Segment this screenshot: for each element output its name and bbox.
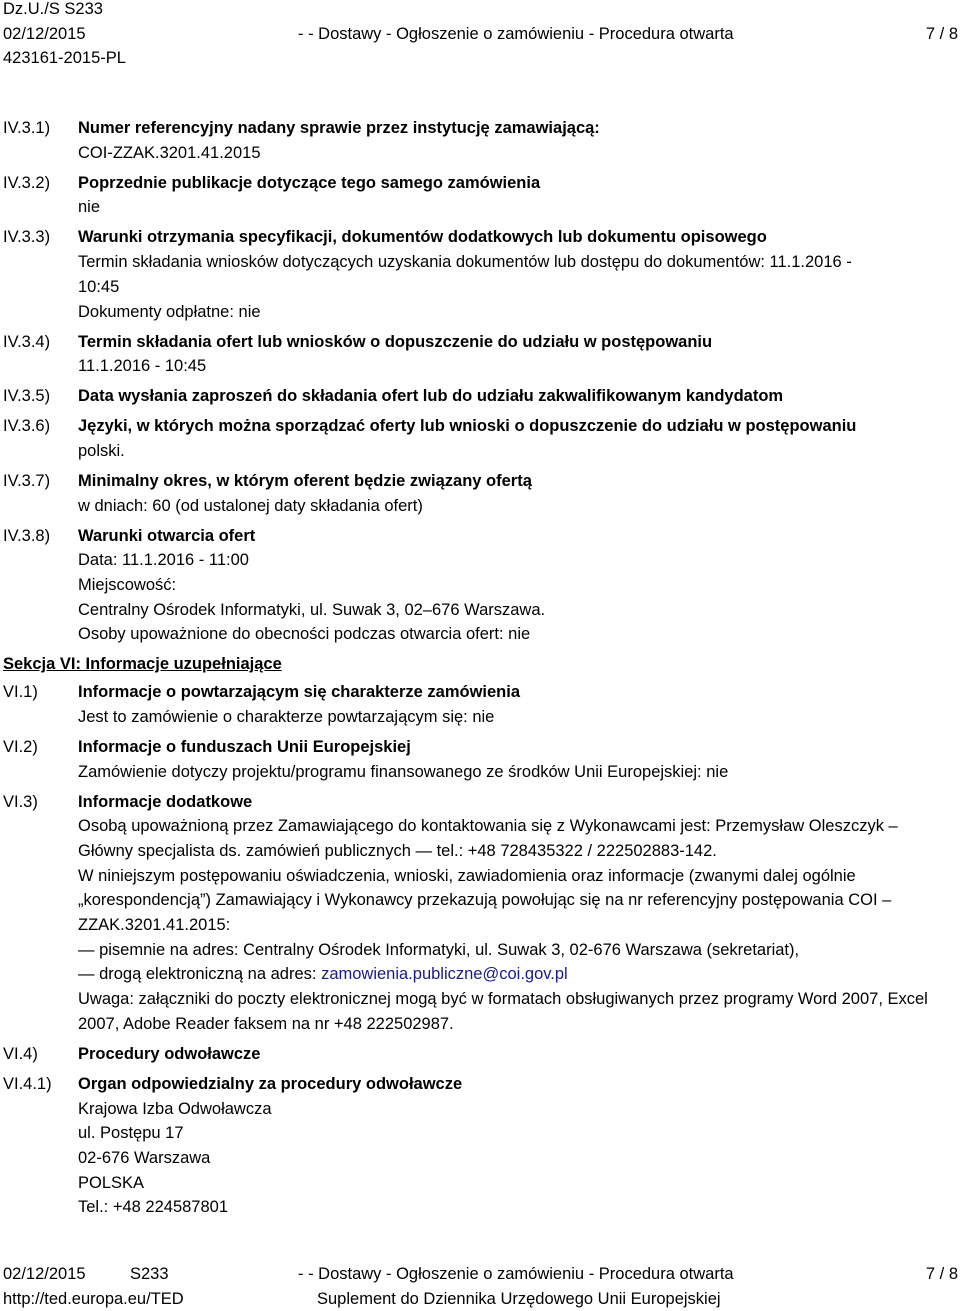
section-title: Informacje dodatkowe — [78, 792, 253, 811]
section-number: VI.1) — [3, 683, 38, 702]
section-title: Informacje o funduszach Unii Europejskiej — [78, 737, 411, 756]
section-vi-heading: Sekcja VI: Informacje uzupełniające — [3, 655, 282, 674]
section-title: Organ odpowiedzialny za procedury odwoławcze — [78, 1074, 463, 1093]
section-iv-3-7 — [0, 469, 960, 518]
organization-name: Krajowa Izba Odwoławcza — [78, 1099, 272, 1118]
section-text: 11.1.2016 - 10:45 — [78, 357, 207, 376]
section-number: VI.4) — [3, 1044, 38, 1063]
section-text: w dniach: 60 (od ustalonej daty składania ofert) — [78, 496, 423, 515]
section-number: IV.3.6) — [3, 417, 51, 436]
section-vi-3 — [0, 790, 960, 1037]
section-number: IV.3.4) — [3, 332, 51, 351]
section-text: Osoby upoważnione do obecności podczas otwarcia ofert: nie — [78, 625, 531, 644]
section-text: 10:45 — [78, 277, 120, 296]
section-title: Informacje o powtarzającym się charakterze zamówienia — [78, 683, 521, 702]
section-text: polski. — [78, 441, 125, 460]
footer-url[interactable]: http://ted.europa.eu/TED — [3, 1289, 184, 1308]
section-text: Miejscowość: — [78, 576, 177, 595]
section-iv-3-1 — [0, 116, 960, 165]
header-page-number: 7 / 8 — [925, 24, 958, 43]
section-title: Numer referencyjny nadany sprawie przez instytucję zamawiającą: — [78, 119, 600, 137]
section-text: Data: 11.1.2016 - 11:00 — [78, 551, 249, 570]
section-number: IV.3.1) — [3, 119, 51, 137]
section-iv-3-3 — [0, 225, 960, 324]
section-title: Poprzednie publikacje dotyczące tego samego zamówienia — [78, 173, 541, 192]
footer-supplement: Suplement do Dziennika Urzędowego Unii Europejskiej — [317, 1289, 721, 1308]
section-title: Termin składania ofert lub wniosków o dopuszczenie do udziału w postępowaniu — [78, 332, 713, 351]
electronic-address-text — [78, 962, 946, 987]
country: POLSKA — [78, 1173, 145, 1192]
page-header — [3, 0, 958, 71]
section-number: IV.3.5) — [3, 387, 51, 406]
header-title: - - Dostawy - Ogłoszenie o zamówieniu - Procedura otwarta — [298, 24, 734, 43]
document-body — [0, 116, 960, 1225]
section-number: VI.2) — [3, 737, 38, 756]
section-text: Centralny Ośrodek Informatyki, ul. Suwak 3, 02–676 Warszawa. — [78, 600, 546, 619]
section-iv-3-4 — [0, 330, 960, 379]
section-number: VI.4.1) — [3, 1074, 52, 1093]
section-number: IV.3.7) — [3, 471, 51, 490]
section-text: Zamówienie dotyczy projektu/programu finansowanego ze środków Unii Europejskiej: nie — [78, 762, 729, 781]
section-number: VI.3) — [3, 792, 38, 811]
footer-issue: S233 — [130, 1265, 169, 1283]
contact-person-text: Osobą upoważnioną przez Zamawiającego do kontaktowania się z Wykonawcami jest: Przemysław Oleszczyk – Główny specjalista ds. zamówień publicznych — tel.: +48 728435322 / 222502883-142. — [78, 817, 898, 860]
postal-address-text: — pisemnie na adres: Centralny Ośrodek Informatyki, ul. Suwak 3, 02-676 Warszawa (sekretariat), — [78, 940, 800, 959]
section-title: Warunki otwarcia ofert — [78, 526, 256, 545]
section-number: IV.3.3) — [3, 228, 51, 247]
section-vi-4-1 — [0, 1072, 960, 1220]
section-vi-2 — [0, 735, 960, 784]
email-link[interactable]: zamowienia.publiczne@coi.gov.pl — [321, 965, 568, 984]
footer-page-number: 7 / 8 — [925, 1265, 958, 1283]
correspondence-text: W niniejszym postępowaniu oświadczenia, wnioski, zawiadomienia oraz informacje (zwanymi dalej ogólnie „korespondencją”) Zamawiający i Wykonawcy przekazują powołując się na nr referencyjny postępowania COI – — [78, 866, 892, 910]
postal-city: 02-676 Warszawa — [78, 1148, 211, 1167]
section-number: IV.3.2) — [3, 173, 51, 192]
footer-date: 02/12/2015 — [3, 1265, 86, 1283]
section-title: Warunki otrzymania specyfikacji, dokumentów dodatkowych lub dokumentu opisowego — [78, 228, 767, 247]
reference-number: ZZAK.3201.41.2015: — [78, 916, 231, 935]
electronic-address-prefix: — drogą elektroniczną na adres: — [78, 965, 322, 984]
section-text: Termin składania wniosków dotyczących uzyskania dokumentów lub dostępu do dokumentów: 11.1.2016 - — [78, 253, 852, 272]
section-iv-3-2 — [0, 171, 960, 220]
section-title: Procedury odwoławcze — [78, 1044, 261, 1063]
section-iv-3-6 — [0, 414, 960, 463]
street-address: ul. Postępu 17 — [78, 1124, 184, 1143]
page-footer — [3, 1262, 958, 1311]
section-text: nie — [78, 198, 101, 217]
section-iv-3-8 — [0, 524, 960, 648]
phone: Tel.: +48 224587801 — [78, 1198, 229, 1217]
section-title: Minimalny okres, w którym oferent będzie związany ofertą — [78, 471, 532, 490]
section-text: COI-ZZAK.3201.41.2015 — [78, 143, 261, 162]
section-title: Języki, w których można sporządzać oferty lub wnioski o dopuszczenie do udziału w postępowaniu — [78, 417, 857, 436]
notice-id: 423161-2015-PL — [3, 49, 126, 67]
journal-ref: Dz.U./S S233 — [3, 0, 103, 18]
header-date: 02/12/2015 — [3, 24, 86, 43]
section-number: IV.3.8) — [3, 526, 51, 545]
section-iv-3-5 — [0, 384, 960, 409]
section-text: Dokumenty odpłatne: nie — [78, 302, 261, 321]
section-text: Jest to zamówienie o charakterze powtarzającym się: nie — [78, 707, 495, 726]
attachments-note: Uwaga: załączniki do poczty elektronicznej mogą być w formatach obsługiwanych przez programy Word 2007, Excel 2007, Adobe Reader faksem na nr +48 222502987. — [78, 990, 928, 1033]
section-title: Data wysłania zaproszeń do składania ofert lub do udziału zakwalifikowanym kandydatom — [78, 387, 784, 406]
footer-title: - - Dostawy - Ogłoszenie o zamówieniu - Procedura otwarta — [298, 1265, 734, 1283]
section-vi-1 — [0, 680, 960, 729]
section-vi-4 — [0, 1042, 960, 1067]
